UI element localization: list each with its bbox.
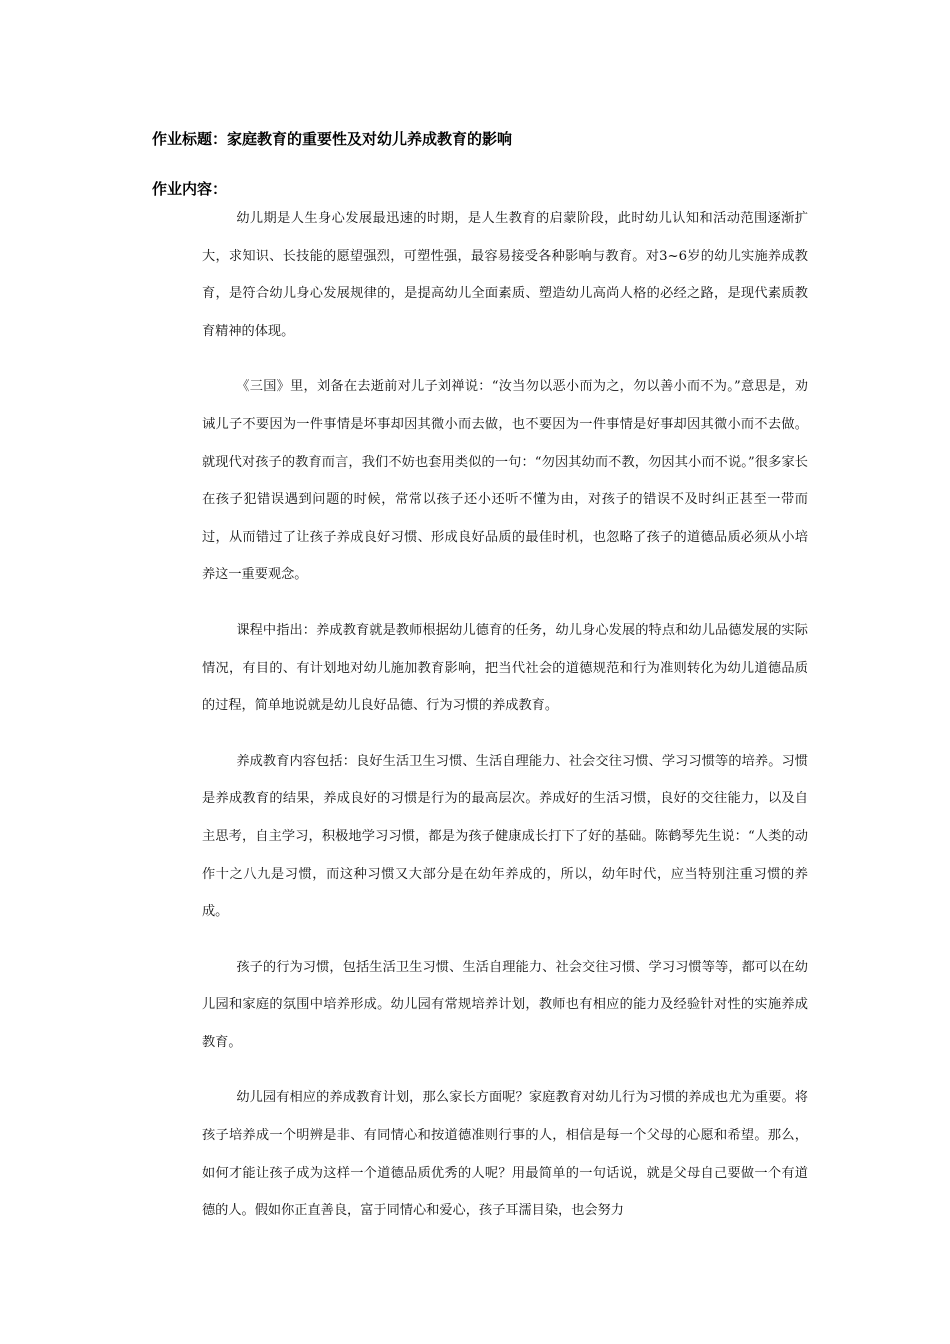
paragraph: 幼儿期是人生身心发展最迅速的时期，是人生教育的启蒙阶段，此时幼儿认知和活动范围逐渐扩大，求知识、长技能的愿望强烈，可塑性强，最容易接受各种影响与教育。对3~6岁的幼儿实施养成教育，是符合幼儿身心发展规律的，是提高幼儿全面素质、塑造幼儿高尚人格的必经之路，是现代素质教育精神的体现。 — [202, 211, 808, 339]
content-label: 作业内容： — [152, 180, 228, 198]
paragraph: 《三国》里，刘备在去逝前对儿子刘禅说：“汝当勿以恶小而为之，勿以善小而不为。”意思是，劝诫儿子不要因为一件事情是坏事却因其微小而去做，也不要因为一件事情是好事却因其微小而不去做。就现代对孩子的教育而言，我们不妨也套用类似的一句：“勿因其幼而不教，勿因其小而不说。”很多家长在孩子犯错误遇到问题的时候，常常以孩子还小还听不懂为由，对孩子的错误不及时纠正甚至一带而过，从而错过了让孩子养成良好习惯、形成良好品质的最佳时机，也忽略了孩子的道德品质必须从小培养这一重要观念。 — [202, 379, 808, 583]
paragraph: 课程中指出：养成教育就是教师根据幼儿德育的任务，幼儿身心发展的特点和幼儿品德发展的实际情况，有目的、有计划地对幼儿施加教育影响，把当代社会的道德规范和行为准则转化为幼儿道德品质的过程，简单地说就是幼儿良好品德、行为习惯的养成教育。 — [202, 622, 808, 714]
paragraph: 孩子的行为习惯，包括生活卫生习惯、生活自理能力、社会交往习惯、学习习惯等等，都可以在幼儿园和家庭的氛围中培养形成。幼儿园有常规培养计划，教师也有相应的能力及经验针对性的实施养成教育。 — [202, 959, 808, 1050]
paragraph: 幼儿园有相应的养成教育计划，那么家长方面呢？家庭教育对幼儿行为习惯的养成也尤为重要。将孩子培养成一个明辨是非、有同情心和按道德准则行事的人，相信是每一个父母的心愿和希望。那么，如何才能让孩子成为这样一个道德品质优秀的人呢？用最简单的一句话说，就是父母自己要做一个有道德的人。假如你正直善良，富于同情心和爱心，孩子耳濡目染，也会努力 — [202, 1090, 808, 1219]
document-body — [202, 200, 808, 1248]
paragraph: 养成教育内容包括：良好生活卫生习惯、生活自理能力、社会交往习惯、学习习惯等的培养。习惯是养成教育的结果，养成良好的习惯是行为的最高层次。养成好的生活习惯，良好的交往能力，以及自主思考，自主学习，积极地学习习惯，都是为孩子健康成长打下了好的基础。陈鹤琴先生说：“人类的动作十之八九是习惯，而这种习惯又大部分是在幼年养成的，所以，幼年时代，应当特别注重习惯的养成。 — [202, 753, 808, 920]
assignment-title: 作业标题：家庭教育的重要性及对幼儿养成教育的影响 — [152, 130, 513, 148]
